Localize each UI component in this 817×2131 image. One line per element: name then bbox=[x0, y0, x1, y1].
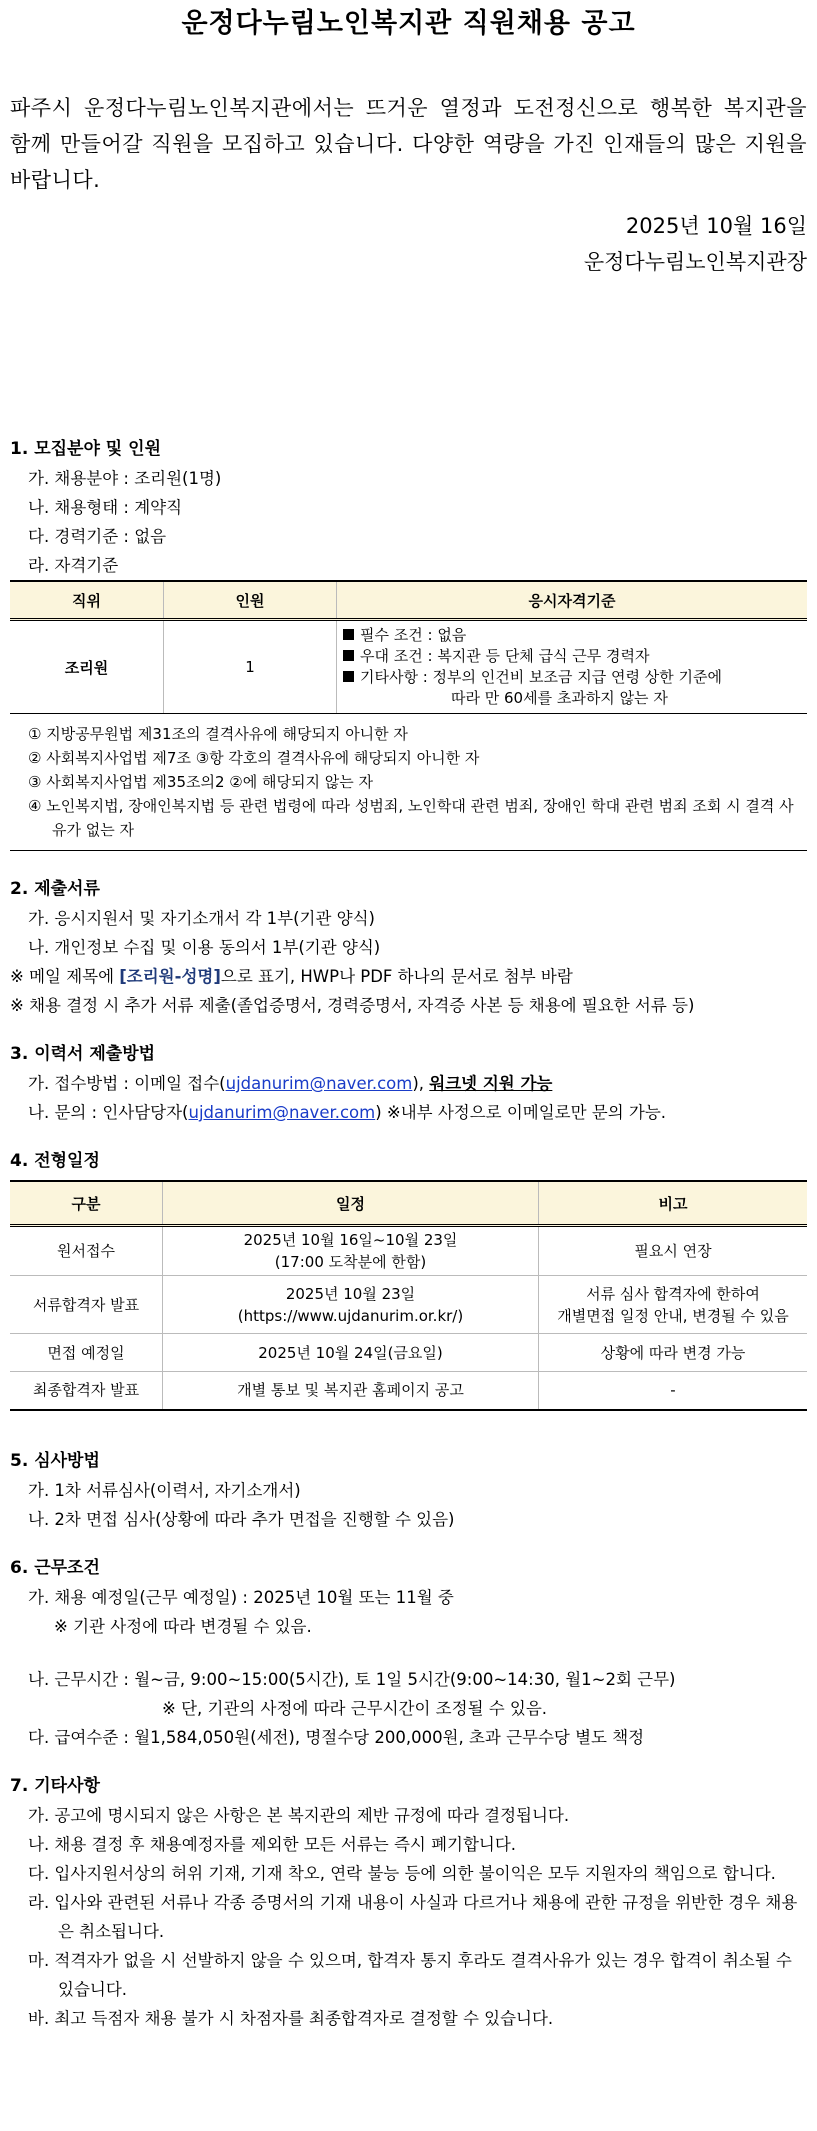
notice-date: 2025년 10월 16일 bbox=[625, 214, 807, 238]
list-item: 다. 입사지원서상의 허위 기재, 기재 착오, 연락 불능 등에 의한 불이익은 모두 지원자의 책임으로 합니다. bbox=[28, 1863, 776, 1883]
doc-note-mail: ※ 메일 제목에 [조리원-성명]으로 표기, HWP나 PDF 하나의 문서로 첨부 바람 bbox=[10, 967, 573, 986]
list-item: 바. 최고 득점자 채용 불가 시 차점자를 최종합격자로 결정할 수 있습니다. bbox=[28, 2008, 554, 2028]
condition-other-cont: 따라 만 60세를 초과하지 않는 자 bbox=[451, 689, 668, 707]
list-item: ③ 사회복지사업법 제35조의2 ②에 해당되지 않는 자 bbox=[28, 773, 373, 791]
cell-schedule: 2025년 10월 24일(금요일) bbox=[163, 1334, 539, 1372]
th-schedule: 일정 bbox=[163, 1181, 539, 1226]
table-header-row bbox=[10, 581, 807, 620]
th-criteria: 응시자격기준 bbox=[337, 581, 808, 620]
doc-item: 가. 응시지원서 및 자기소개서 각 1부(기관 양식) bbox=[28, 909, 375, 928]
cell-position: 조리원 bbox=[10, 620, 164, 714]
eval-item: 나. 2차 면접 심사(상황에 따라 추가 면접을 진행할 수 있음) bbox=[28, 1509, 455, 1529]
th-category: 구분 bbox=[10, 1181, 163, 1226]
work-hours-note: ※ 단, 기관의 사정에 따라 근무시간이 조정될 수 있음. bbox=[162, 1698, 548, 1718]
list-item: 가. 공고에 명시되지 않은 사항은 본 복지관의 제반 규정에 따라 결정됩니다. bbox=[28, 1805, 570, 1825]
list-item: ① 지방공무원법 제31조의 결격사유에 해당되지 아니한 자 bbox=[28, 725, 408, 743]
cell-remarks: 서류 심사 합격자에 한하여 개별면접 일정 안내, 변경될 수 있음 bbox=[539, 1276, 808, 1334]
table-row bbox=[10, 1226, 807, 1276]
worknet-note: 워크넷 지원 가능 bbox=[429, 1074, 553, 1093]
cell-schedule: 개별 통보 및 복지관 홈페이지 공고 bbox=[163, 1372, 539, 1410]
disqualification-list bbox=[10, 714, 807, 851]
th-position: 직위 bbox=[10, 581, 164, 620]
cell-criteria bbox=[337, 620, 808, 714]
cell-category: 원서접수 bbox=[10, 1226, 163, 1276]
qualification-table bbox=[10, 580, 807, 714]
section-heading-evaluation: 5. 심사방법 bbox=[10, 1450, 100, 1471]
intro-paragraph: 파주시 운정다누림노인복지관에서는 뜨거운 열정과 도전정신으로 행복한 복지관을 함께 만들어갈 직원을 모집하고 있습니다. 다양한 역량을 가진 인재들의 많은 지원을 바랍니다. bbox=[10, 96, 807, 192]
cell-remarks: 필요시 연장 bbox=[539, 1226, 808, 1276]
cell-count: 1 bbox=[164, 620, 337, 714]
issuer-name: 운정다누림노인복지관장 bbox=[583, 250, 807, 274]
th-remarks: 비고 bbox=[539, 1181, 808, 1226]
section-heading-documents: 2. 제출서류 bbox=[10, 879, 100, 899]
square-bullet-icon bbox=[343, 671, 354, 682]
section-heading-conditions: 6. 근무조건 bbox=[10, 1557, 100, 1578]
eval-item: 가. 1차 서류심사(이력서, 자기소개서) bbox=[28, 1480, 301, 1500]
mail-subject-format: [조리원-성명] bbox=[119, 967, 221, 986]
condition-required: 필수 조건 : 없음 bbox=[343, 625, 801, 646]
condition-preferred: 우대 조건 : 복지관 등 단체 급식 근무 경력자 bbox=[343, 646, 801, 667]
recruit-qualification: 라. 자격기준 bbox=[28, 556, 119, 575]
table-row bbox=[10, 620, 807, 714]
schedule-table bbox=[10, 1180, 807, 1411]
square-bullet-icon bbox=[343, 650, 354, 661]
list-item: ② 사회복지사업법 제7조 ③항 각호의 결격사유에 해당되지 아니한 자 bbox=[28, 749, 480, 767]
condition-other: 기타사항 : 정부의 인건비 보조금 지급 연령 상한 기준에 bbox=[343, 667, 801, 688]
cell-remarks: 상황에 따라 변경 가능 bbox=[539, 1334, 808, 1372]
contact-info: 나. 문의 : 인사담당자(ujdanurim@naver.com) ※내부 사정으로 이메일로만 문의 가능. bbox=[28, 1103, 667, 1122]
section-heading-submission: 3. 이력서 제출방법 bbox=[10, 1044, 156, 1064]
cell-category: 서류합격자 발표 bbox=[10, 1276, 163, 1334]
cell-remarks: - bbox=[539, 1372, 808, 1410]
table-row bbox=[10, 1276, 807, 1334]
table-header-row bbox=[10, 1181, 807, 1226]
start-date: 가. 채용 예정일(근무 예정일) : 2025년 10월 또는 11월 중 bbox=[28, 1587, 454, 1607]
cell-category: 최종합격자 발표 bbox=[10, 1372, 163, 1410]
section-heading-schedule: 4. 전형일정 bbox=[10, 1151, 100, 1171]
salary: 다. 급여수준 : 월1,584,050원(세전), 명절수당 200,000원, 초과 근무수당 별도 책정 bbox=[28, 1727, 645, 1747]
th-count: 인원 bbox=[164, 581, 337, 620]
table-row bbox=[10, 1334, 807, 1372]
start-date-note: ※ 기관 사정에 따라 변경될 수 있음. bbox=[54, 1616, 312, 1636]
list-item: 나. 채용 결정 후 채용예정자를 제외한 모든 서류는 즉시 폐기합니다. bbox=[28, 1834, 517, 1854]
cell-schedule: 2025년 10월 23일 (https://www.ujdanurim.or.kr/) bbox=[163, 1276, 539, 1334]
recruit-experience: 다. 경력기준 : 없음 bbox=[28, 527, 167, 546]
email-link[interactable]: ujdanurim@naver.com bbox=[225, 1074, 413, 1093]
doc-note-additional: ※ 채용 결정 시 추가 서류 제출(졸업증명서, 경력증명서, 자격증 사본 등 채용에 필요한 서류 등) bbox=[10, 996, 695, 1015]
recruit-field: 가. 채용분야 : 조리원(1명) bbox=[28, 469, 222, 488]
list-item: 마. 적격자가 없을 시 선발하지 않을 수 있으며, 합격자 통지 후라도 결격사유가 있는 경우 합격이 취소될 수 있습니다. bbox=[28, 1950, 792, 1999]
work-hours: 나. 근무시간 : 월~금, 9:00~15:00(5시간), 토 1일 5시간(9:00~14:30, 월1~2회 근무) bbox=[28, 1669, 676, 1689]
list-item: ④ 노인복지법, 장애인복지법 등 관련 법령에 따라 성범죄, 노인학대 관련 범죄, 장애인 학대 관련 범죄 조회 시 결격 사유가 없는 자 bbox=[28, 797, 794, 839]
section-heading-others: 7. 기타사항 bbox=[10, 1775, 100, 1796]
cell-category: 면접 예정일 bbox=[10, 1334, 163, 1372]
cell-schedule: 2025년 10월 16일~10월 23일 (17:00 도착분에 한함) bbox=[163, 1226, 539, 1276]
list-item: 라. 입사와 관련된 서류나 각종 증명서의 기재 내용이 사실과 다르거나 채용에 관한 규정을 위반한 경우 채용은 취소됩니다. bbox=[28, 1892, 798, 1941]
table-row bbox=[10, 1372, 807, 1410]
submission-method: 가. 접수방법 : 이메일 접수(ujdanurim@naver.com), 워크넷 지원 가능 bbox=[28, 1074, 553, 1093]
page-title: 운정다누림노인복지관 직원채용 공고 bbox=[181, 8, 636, 39]
email-link[interactable]: ujdanurim@naver.com bbox=[188, 1103, 376, 1122]
square-bullet-icon bbox=[343, 629, 354, 640]
section-heading-recruitment: 1. 모집분야 및 인원 bbox=[10, 439, 161, 459]
recruit-type: 나. 채용형태 : 계약직 bbox=[28, 498, 183, 517]
doc-item: 나. 개인정보 수집 및 이용 동의서 1부(기관 양식) bbox=[28, 938, 381, 957]
